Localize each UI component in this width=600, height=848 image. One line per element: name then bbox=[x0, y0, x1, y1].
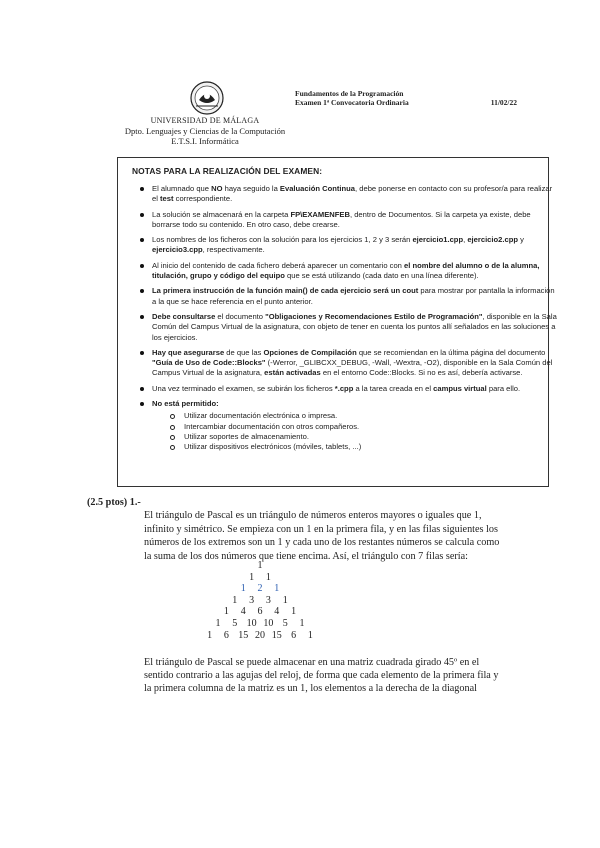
department-name: Dpto. Lenguajes y Ciencias de la Computación bbox=[124, 126, 286, 136]
pascal-row bbox=[200, 572, 320, 584]
notes-item-text: No está permitido: bbox=[152, 399, 219, 409]
notes-subitem: Utilizar documentación electrónica o impresa. bbox=[170, 411, 557, 421]
notes-item-text: Al inicio del contenido de cada fichero deberá aparecer un comentario con bbox=[152, 260, 405, 270]
notes-item-text: "Obligaciones y Recomendaciones Estilo de Programación" bbox=[265, 311, 483, 321]
pascal-number: 15 bbox=[271, 629, 282, 641]
notes-subitem: Utilizar dispositivos electrónicos (móviles, tablets, ...) bbox=[170, 442, 557, 452]
notes-item-text: La primera instrucción de la función main() de cada ejercicio será un cout bbox=[152, 286, 419, 296]
notes-item-text: de que las bbox=[224, 347, 264, 357]
notes-title: NOTAS PARA LA REALIZACIÓN DEL EXAMEN: bbox=[132, 166, 323, 176]
notes-item-text: test bbox=[160, 194, 174, 204]
notes-item-text: Los nombres de los ficheros con la solución para los ejercicios 1, 2 y 3 serán bbox=[152, 235, 413, 245]
notes-item-text: el nombre del alumno o de la alumna, titulación, grupo y código del equipo bbox=[152, 260, 540, 281]
pascal-row bbox=[200, 618, 320, 630]
notes-item bbox=[152, 286, 557, 307]
pascal-number: 20 bbox=[255, 629, 265, 641]
pascal-number: 1 bbox=[265, 571, 271, 583]
notes-item-text: Opciones de Compilación bbox=[263, 347, 357, 357]
notes-item-text: "Guía de Uso de Code::Blocks" bbox=[152, 358, 266, 368]
course-title: Fundamentos de la Programación bbox=[295, 89, 404, 98]
notes-item bbox=[152, 235, 557, 256]
pascal-row bbox=[200, 595, 320, 607]
pascal-number: 1 bbox=[215, 617, 221, 629]
pascal-number: 3 bbox=[265, 594, 271, 606]
notes-item-text: a la tarea creada en el bbox=[353, 383, 434, 393]
university-name: UNIVERSIDAD DE MÁLAGA bbox=[150, 116, 260, 125]
pascal-row bbox=[200, 630, 320, 642]
notes-item bbox=[152, 312, 557, 343]
notes-item-text: , dentro de Documentos. Si la carpeta ya existe, debe borrarse todo su contenido. En otro caso, debe crearse. bbox=[152, 209, 531, 229]
notes-item-text: , respectivamente. bbox=[202, 245, 265, 255]
university-seal-icon bbox=[188, 80, 226, 116]
notes-item-text: para mostrar por pantalla la información a la que se hace referencia en el punto anterior. bbox=[152, 286, 555, 306]
notes-item-text: para ello. bbox=[486, 383, 521, 393]
notes-subitem: Utilizar soportes de almacenamiento. bbox=[170, 432, 557, 442]
exercise-number: 1.- bbox=[129, 497, 141, 508]
pascal-number: 1 bbox=[240, 583, 246, 595]
pascal-number: 1 bbox=[249, 571, 255, 583]
notes-item bbox=[152, 399, 557, 452]
pascal-number: 1 bbox=[232, 594, 238, 606]
notes-item-text: , debe ponerse en contacto con su profesor/a para realizar el bbox=[152, 184, 553, 204]
notes-item-text: en el entorno Code::Blocks. Si no es así, debería activarse. bbox=[320, 368, 523, 378]
pascal-number: 6 bbox=[291, 629, 297, 641]
pascal-number: 5 bbox=[232, 617, 238, 629]
notes-item bbox=[152, 348, 557, 379]
notes-item-text: haya seguido la bbox=[222, 184, 280, 193]
pascal-number: 1 bbox=[307, 629, 313, 641]
pascal-number: 3 bbox=[249, 594, 255, 606]
exercise-points: (2.5 ptos) bbox=[87, 497, 128, 508]
exercise-intro-text bbox=[144, 509, 504, 563]
pascal-number: 5 bbox=[282, 617, 288, 629]
notes-item-text: están activadas bbox=[264, 368, 321, 378]
notes-item-text: *.cpp bbox=[334, 383, 354, 393]
exam-notes-box bbox=[117, 157, 557, 487]
exercise-intro bbox=[144, 509, 504, 563]
notes-item-text: ejercicio1.cpp bbox=[412, 235, 464, 245]
notes-item-text: Debe consultarse bbox=[152, 311, 216, 321]
pascal-number: 10 bbox=[246, 617, 257, 629]
notes-item bbox=[152, 384, 557, 394]
pascal-number: 4 bbox=[274, 606, 280, 618]
notes-item-text: (-Werror, _GLIBCXX_DEBUG, -Wall, -Wextra, -O2), disponible en la Sala Común del Campus Virtual de la asignatura, bbox=[152, 358, 553, 378]
notes-item-text: Una vez terminado el examen, se subirán los ficheros bbox=[152, 383, 335, 393]
school-name: E.T.S.I. Informática bbox=[171, 136, 239, 146]
notes-item bbox=[152, 184, 557, 205]
notes-item-text: La solución se almacenará en la carpeta bbox=[152, 209, 291, 219]
paragraph-2-text: El triángulo de Pascal se puede almacenar en una matriz cuadrada girado 45º en el sentido contrario a las agujas del reloj, de forma que cada elemento de la primera fila y la primera columna de la matriz es un 1, los elementos a la derecha de la diagonal bbox=[144, 657, 499, 694]
pascal-number: 1 bbox=[207, 629, 213, 641]
notes-item-text: Evaluación Continua bbox=[279, 184, 356, 193]
notes-item-text: Hay que asegurarse bbox=[152, 347, 225, 357]
notes-list bbox=[138, 184, 557, 458]
notes-item-text: El alumnado que bbox=[152, 184, 212, 193]
exercise-paragraph-2 bbox=[144, 657, 504, 695]
pascal-row bbox=[200, 583, 320, 595]
pascal-row bbox=[200, 560, 320, 572]
pascal-triangle bbox=[200, 560, 320, 641]
exercise-intro-span: El triángulo de Pascal es un triángulo de números enteros mayores o iguales que 1, infinito y simétrico. Se empieza con un 1 en la primera fila, y en las filas siguientes los números de los extremos son un 1 y cada uno de los restantes números se calcula como la suma de los dos números que tiene encima. Así, el triángulo con 7 filas sería: bbox=[144, 510, 500, 562]
pascal-number: 1 bbox=[282, 594, 288, 606]
pascal-number: 6 bbox=[257, 606, 263, 618]
notes-item bbox=[152, 261, 557, 282]
course-info bbox=[295, 89, 517, 107]
pascal-number: 15 bbox=[238, 629, 249, 641]
university-block bbox=[100, 116, 310, 146]
notes-item-text: ejercicio3.cpp bbox=[152, 245, 203, 255]
exam-title: Examen 1ª Convocatoria Ordinaria bbox=[295, 98, 409, 107]
notes-item-text: correspondiente. bbox=[173, 194, 233, 204]
notes-item-text: NO bbox=[211, 184, 223, 193]
notes-sublist bbox=[170, 411, 557, 452]
notes-item-text: que se está utilizando (cada dato en una línea diferente). bbox=[284, 271, 479, 281]
pascal-number: 4 bbox=[240, 606, 246, 618]
notes-subitem: Intercambiar documentación con otros compañeros. bbox=[170, 422, 557, 432]
pascal-number: 1 bbox=[223, 606, 229, 618]
pascal-number: 6 bbox=[223, 629, 229, 641]
pascal-number: 1 bbox=[299, 617, 305, 629]
notes-item-text: ejercicio2.cpp bbox=[467, 235, 518, 245]
exercise-heading bbox=[87, 496, 141, 510]
notes-item-text: y bbox=[517, 235, 524, 245]
notes-item-text: , disponible en la Sala Común del Campus Virtual de la asignatura, con objeto de tener en cuenta los puntos allí señalados en las soluciones a los ejercicios. bbox=[152, 311, 557, 342]
notes-item-text: FP\EXAMENFEB bbox=[290, 209, 350, 219]
pascal-number: 1 bbox=[274, 583, 280, 595]
notes-item-text: el documento bbox=[215, 311, 266, 321]
notes-item-text: , bbox=[463, 235, 468, 245]
pascal-number: 1 bbox=[291, 606, 297, 618]
pascal-number: 2 bbox=[257, 583, 263, 595]
pascal-row bbox=[200, 606, 320, 618]
notes-item-text: que se recomiendan en la última página del documento bbox=[356, 347, 546, 357]
notes-item-text: campus virtual bbox=[433, 383, 487, 393]
exam-date: 11/02/22 bbox=[490, 98, 517, 107]
notes-item bbox=[152, 210, 557, 231]
pascal-number: 1 bbox=[257, 560, 263, 571]
pascal-number: 10 bbox=[263, 617, 274, 629]
